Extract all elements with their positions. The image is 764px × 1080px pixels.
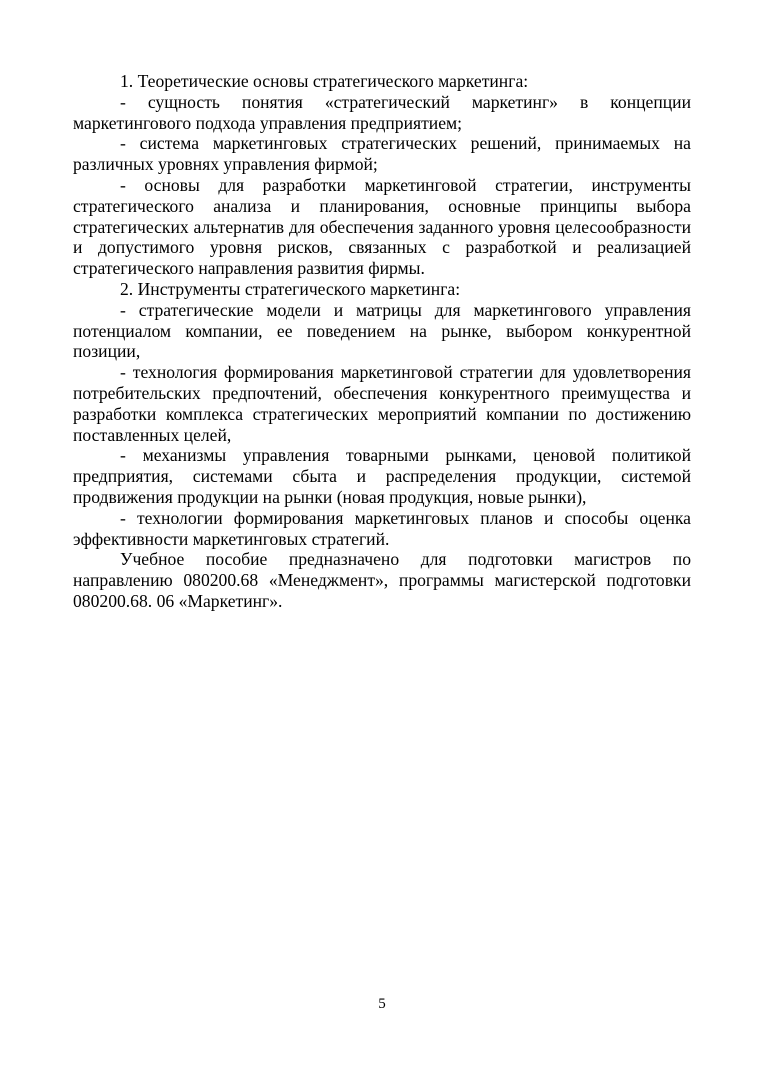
- section-heading-1: 1. Теоретические основы стратегического маркетинга:: [120, 71, 529, 91]
- closing-paragraph: Учебное пособие предназначено для подготовки магистров по направлению 080200.68 «Менеджмент», программы магистерской подготовки 080200.68. 06 «Маркетинг».: [73, 549, 691, 611]
- section-heading-2: 2. Инструменты стратегического маркетинга:: [120, 278, 461, 299]
- list-item: - сущность понятия «стратегический маркетинг» в концепции маркетингового подхода управления предприятием;: [73, 91, 691, 133]
- list-item: - технологии формирования маркетинговых планов и способы оценка эффективности маркетинговых стратегий.: [73, 507, 691, 549]
- document-page: [73, 71, 691, 612]
- list-item: - механизмы управления товарными рынками, ценовой политикой предприятия, системами сбыта и распределения продукции, системой продвижения продукции на рынки (новая продукция, новые рынки),: [73, 445, 691, 507]
- list-item: - стратегические модели и матрицы для маркетингового управления потенциалом компании, ее поведением на рынке, выбором конкурентной позиции,: [73, 299, 691, 362]
- page-number: 5: [378, 996, 386, 1012]
- list-item: - основы для разработки маркетинговой стратегии, инструменты стратегического анализа и планирования, основные принципы выбора стратегических альтернатив для обеспечения заданного уровня целесообразности и допустимого уровня рисков, связанных с разработкой и реализацией стратегического направления развития фирмы.: [73, 174, 691, 279]
- list-item: - технология формирования маркетинговой стратегии для удовлетворения потребительских предпочтений, обеспечения конкурентного преимущества и разработки комплекса стратегических мероприятий компании по достижению поставленных целей,: [73, 362, 691, 445]
- list-item: - система маркетинговых стратегических решений, принимаемых на различных уровнях управления фирмой;: [73, 133, 691, 175]
